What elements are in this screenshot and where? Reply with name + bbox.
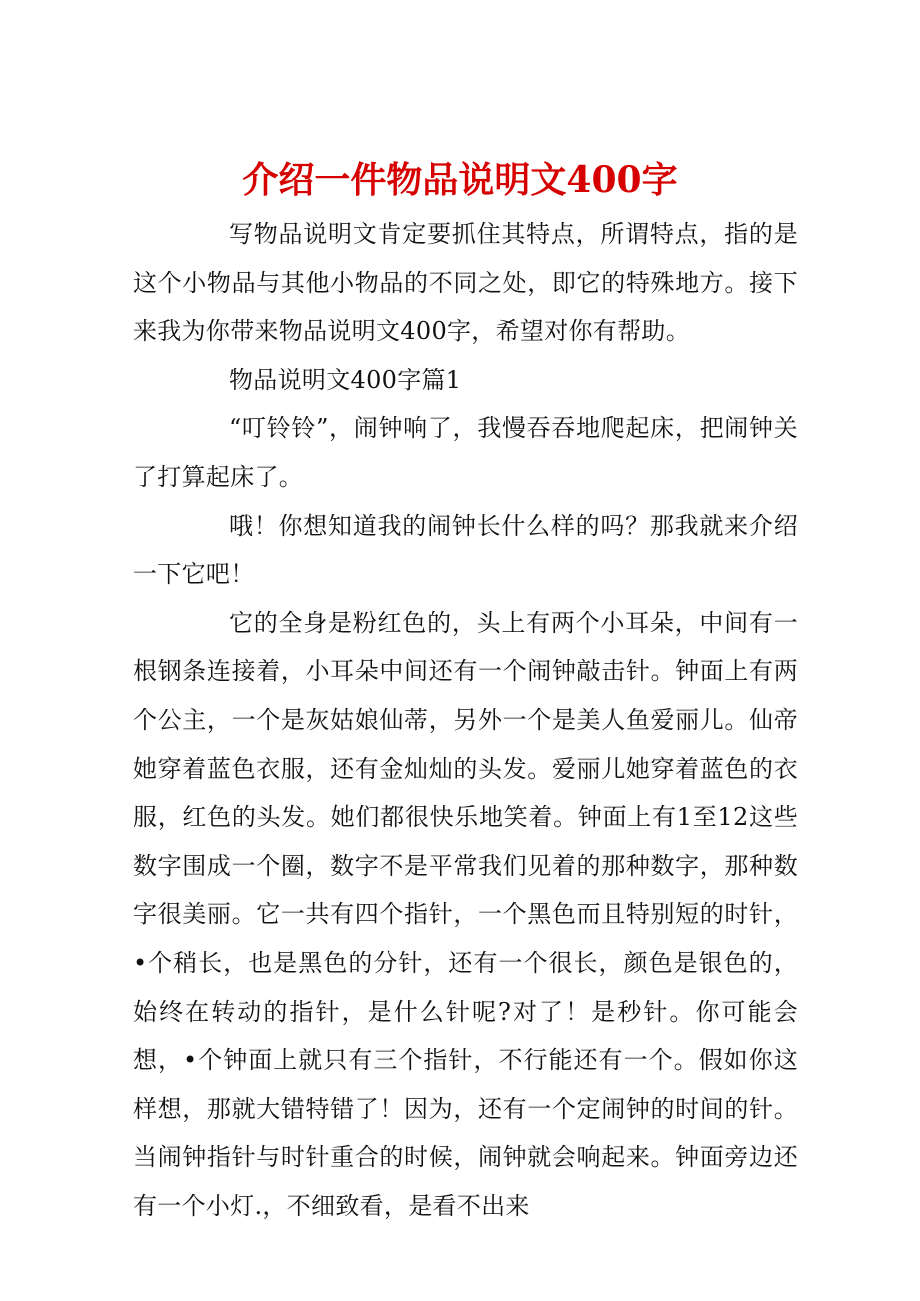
document-title: 介绍一件物品说明文400字 (242, 159, 678, 202)
section-heading: 物品说明文400字篇1 (229, 365, 462, 394)
body-paragraph: “叮铃铃”，闹钟响了，我慢吞吞地爬起床，把闹钟关了打算起床了。 (133, 414, 798, 491)
body-paragraph: 哦！你想知道我的闹钟长什么样的吗？那我就来介绍一下它吧！ (133, 511, 798, 589)
body-paragraph: 它的全身是粉红色的，头上有两个小耳朵，中间有一根钢条连接着，小耳朵中间还有一个闹钟敲击针。钟面上有两个公主，一个是灰姑娘仙蒂，另外一个是美人鱼爱丽儿。仙帝她穿着蓝色衣服，还有金灿灿的头发。爱丽儿她穿着蓝色的衣服，红色的头发。她们都很快乐地笑着。钟面上有1至12这些数字围成一个圈，数字不是平常我们见着的那种数字，那种数字很美丽。它一共有四个指针，一个黑色而且特别短的时针，•个稍长，也是黑色的分针，还有一个很长，颜色是银色的，始终在转动的指针，是什么针呢?对了！是秒针。你可能会想，•个钟面上就只有三个指针，不行能还有一个。假如你这样想，那就大错特错了！因为，还有一个定闹钟的时间的针。当闹钟指针与时针重合的时候，闹钟就会响起来。钟面旁边还有一个小灯.，不细致看，是看不出来 (133, 608, 798, 1220)
intro-paragraph: 写物品说明文肯定要抓住其特点，所谓特点，指的是这个小物品与其他小物品的不同之处，即它的特殊地方。接下来我为你带来物品说明文400字，希望对你有帮助。 (133, 220, 798, 346)
document-body (133, 210, 798, 1230)
